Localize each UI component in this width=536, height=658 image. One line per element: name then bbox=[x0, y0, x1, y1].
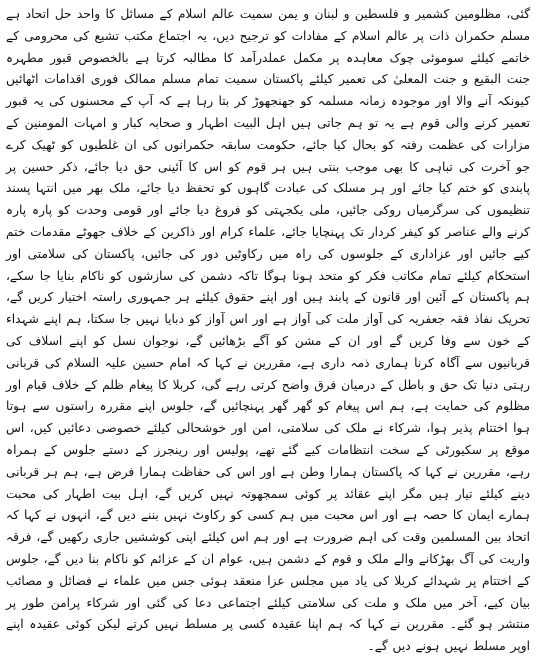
article-paragraph: گئی، مظلومین کشمیر و فلسطین و لبنان و یمن سمیت عالم اسلام کے مسائل کا واحد حل اتحاد ہے مسلم حکمران ذات پر عالم اسلام کے مفادات کو ترجیح دیں، یہ اجتماع مکتب تشیع کی محرومی کے خاتمے کیلئے سوموئی چوک معاہدہ پر مکمل عملدرآمد کا مطالبہ کرتا ہے بالخصوص قبور مطہرہ جنت البقیع و جنت المعلیٰ کی تعمیر کیلئے پاکستان سمیت تمام مسلم ممالک فوری اقدامات اٹھائیں کیونکہ آنے والا اور موجودہ زمانہ مسلمہ کو جھنجھوڑ کر بتا رہا ہے کہ آپ کے محسنوں کی یہ قبور تعمیر کرنے والی قوم ہے یہ تو ہم جاتی ہیں اہل البیت اطہار و صحابہ کبار و امہات المومنین کے مزارات کی عظمت رفتہ کو بحال کیا جائے، حکومت سابقہ حکمرانوں کی ان غلطیوں کو ٹھیک کرے جو آخرت کی تباہی کا بھی موجب بنتی ہیں ہر قوم کو اس کا آئینی حق دیا جائے، ذکر حسین پر پابندی کو ختم کیا جائے اور ہر مسلک کی عبادت گاہوں کو تحفظ دیا جائے، ملک بھر میں انتہا پسند تنظیموں کی سرگرمیاں روکی جائیں، ملی یکجہتی کو فروغ دیا جائے اور قومی وحدت کو پارہ پارہ کرنے والے عناصر کو کیفر کردار تک پہنچایا جائے، علماء کرام اور ذاکرین کے خلاف جھوٹے مقدمات ختم کیے جائیں اور عزاداری کے جلوسوں کی راہ میں رکاوٹیں دور کی جائیں، پاکستان کی سلامتی اور استحکام کیلئے تمام مکاتب فکر کو متحد ہونا ہوگا تاکہ دشمن کی سازشوں کو ناکام بنایا جا سکے، ہم پاکستان کے آئین اور قانون کے پابند ہیں اور اپنے حقوق کیلئے ہر جمہوری راستہ اختیار کریں گے، تحریک نفاذ فقہ جعفریہ کی آواز ملت کی آواز ہے اور اس آواز کو دبایا نہیں جا سکتا، ہم اپنے شہداء کے خون سے وفا کریں گے اور ان کے مشن کو آگے بڑھائیں گے، نوجوان نسل کو اپنے اسلاف کی قربانیوں سے آگاہ کرنا ہماری ذمہ داری ہے، مقررین نے کہا کہ امام حسین علیہ السلام کی قربانی رہتی دنیا تک حق و باطل کے درمیان فرق واضح کرتی رہے گی، کربلا کا پیغام ظلم کے خلاف قیام اور مظلوم کی حمایت ہے، ہم اس پیغام کو گھر گھر پہنچائیں گے، جلوس اپنے مقررہ راستوں سے ہوتا ہوا اختتام پذیر ہوا، شرکاء نے ملک کی سلامتی، امن اور خوشحالی کیلئے خصوصی دعائیں کیں، اس موقع پر سکیورٹی کے سخت انتظامات کیے گئے تھے، پولیس اور رینجرز کے دستے جلوس کے ہمراہ رہے، مقررین نے کہا کہ پاکستان ہمارا وطن ہے اور اس کی حفاظت ہمارا فرض ہے، ہم ہر قربانی دینے کیلئے تیار ہیں مگر اپنے عقائد پر کوئی سمجھوتہ نہیں کریں گے، اہل بیت اطہار کی محبت ہمارے ایمان کا حصہ ہے اور اس محبت میں ہم کسی کو رکاوٹ نہیں بننے دیں گے، انہوں نے کہا کہ اتحاد بین المسلمین وقت کی اہم ضرورت ہے اور ہم اس کیلئے اپنی کوششیں جاری رکھیں گے، فرقہ واریت کی آگ بھڑکانے والے ملک و قوم کے دشمن ہیں، عوام ان کے عزائم کو ناکام بنا دیں گے، جلوس کے اختتام پر شہدائے کربلا کی یاد میں مجلس عزا منعقد ہوئی جس میں علماء نے فضائل و مصائب بیان کیے، آخر میں ملک و ملت کی سلامتی کیلئے اجتماعی دعا کی گئی اور شرکاء پرامن طور پر منتشر ہو گئے۔ مقررین نے کہا کہ ہم اپنا عقیدہ کسی پر مسلط نہیں کرتے لیکن کوئی عقیدہ اپنے اوپر مسلط نہیں ہونے دیں گے۔ bbox=[5, 7, 530, 654]
urdu-article-body bbox=[6, 4, 530, 658]
